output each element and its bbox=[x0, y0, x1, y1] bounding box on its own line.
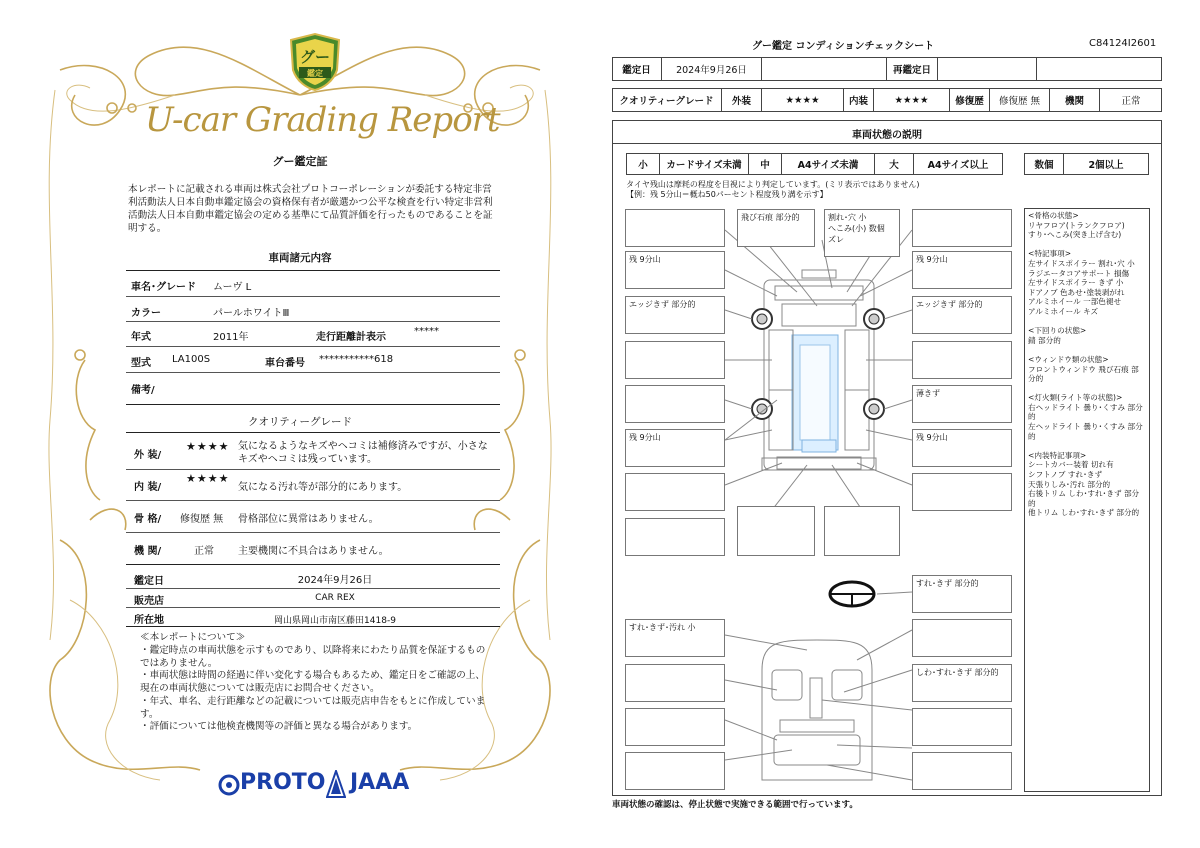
side-note-line: <骨格の状態> bbox=[1028, 211, 1079, 220]
side-note-line bbox=[1028, 317, 1146, 327]
date-label: 鑑定日 bbox=[134, 576, 164, 587]
box-int-right-3 bbox=[912, 752, 1012, 790]
address-label: 所在地 bbox=[134, 615, 164, 626]
box-int-right-2 bbox=[912, 708, 1012, 746]
shop-value: CAR REX bbox=[315, 593, 355, 603]
side-note-line: ラジエータコアサポート 損傷 bbox=[1028, 268, 1130, 278]
box-top-mid2: 割れ･穴 小 へこみ(小) 数個 ズレ bbox=[824, 209, 900, 257]
frame-text: 骨格部位に異常はありません。 bbox=[238, 514, 379, 525]
divider bbox=[126, 588, 500, 589]
box-int-left-1 bbox=[625, 664, 725, 702]
box-bottom-mid1 bbox=[737, 506, 815, 556]
sheet-title: グー鑑定 コンディションチェックシート bbox=[752, 41, 935, 52]
side-note-line: 錆 部分的 bbox=[1028, 335, 1061, 345]
divider bbox=[126, 532, 500, 533]
divider bbox=[1036, 57, 1037, 81]
sheet-date-label: 鑑定日 bbox=[612, 57, 662, 81]
divider bbox=[126, 404, 500, 405]
size-small-desc: カードサイズ未満 bbox=[659, 153, 749, 175]
box-front-left bbox=[625, 209, 725, 247]
certificate-intro: 本レポートに記載される車両は株式会社プロトコーポレーションが委託する特定非営利活動法人日本自動車鑑定協会の資格保有者が厳選かつ公平な検査を行い特定非営利活動法人日本自動車鑑定協会の定める基準にて品質評価を行ったものであることを証明する。 bbox=[128, 184, 493, 234]
box-front-right bbox=[912, 209, 1012, 247]
engine-text: 主要機関に不具合はありません。 bbox=[238, 546, 389, 557]
note-item: ・車両状態は時間の経過に伴い変化する場合もあるため、鑑定日をご確認の上、現在の車両状態については販売店にお問合せください。 bbox=[140, 670, 485, 694]
box-top-mid1: 飛び石痕 部分的 bbox=[737, 209, 815, 247]
tire-example: 【例：残 5分山＝概ね50パーセント程度残り溝を示す】 bbox=[626, 190, 828, 199]
box-int-left-2 bbox=[625, 708, 725, 746]
engine-value: 正常 bbox=[194, 546, 214, 557]
note-item: ・評価については他検査機関等の評価と異なる場合があります。 bbox=[140, 721, 418, 732]
box-right-edge: エッジきず 部分的 bbox=[912, 296, 1012, 334]
box-left-4 bbox=[625, 518, 725, 556]
exterior-stars: ★★★★ bbox=[186, 440, 230, 453]
side-note-line: アルミホイール 一部色褪せ bbox=[1028, 297, 1122, 307]
side-note-line: フロントウィンドウ 飛び石痕 部分的 bbox=[1028, 364, 1139, 384]
remarks-label: 備考/ bbox=[131, 385, 155, 396]
box-left-3 bbox=[625, 473, 725, 511]
note-item: ・年式、車名、走行距離などの記載については販売店申告をもとに作成しています。 bbox=[140, 696, 486, 720]
box-int-left-3 bbox=[625, 752, 725, 790]
box-left-1 bbox=[625, 341, 725, 379]
mileage-label: 走行距離計表示 bbox=[316, 332, 386, 343]
side-note-line: アルミホイール キズ bbox=[1028, 306, 1099, 316]
chassis-value: ***********618 bbox=[319, 354, 394, 365]
side-note-line: <下回りの状態> bbox=[1028, 326, 1087, 336]
box-right-thin: 薄きず bbox=[912, 385, 1012, 423]
goo-kantei-logo bbox=[287, 32, 343, 92]
side-note-line bbox=[1028, 240, 1146, 250]
side-note-line bbox=[1028, 384, 1146, 394]
size-mid: 中 bbox=[748, 153, 782, 175]
rep-label: 修復歴 bbox=[950, 88, 990, 112]
interior-text: 気になる汚れ等が部分的にあります。 bbox=[238, 482, 408, 493]
box-left-tire-rear: 残 9分山 bbox=[625, 429, 725, 467]
box-seat-right: しわ･すれ･きず 部分的 bbox=[912, 664, 1012, 702]
proto-logo-icon bbox=[218, 774, 240, 796]
shield-icon bbox=[287, 32, 343, 92]
engine-label: 機 関/ bbox=[134, 546, 162, 557]
divider bbox=[126, 296, 500, 297]
side-note-line: すり･へこみ(突き上げ含む) bbox=[1028, 230, 1122, 240]
box-seat-left: すれ･きず･汚れ 小 bbox=[625, 619, 725, 657]
int-label: 内装 bbox=[844, 88, 874, 112]
box-right-tire-front: 残 9分山 bbox=[912, 251, 1012, 289]
size-small: 小 bbox=[626, 153, 660, 175]
sheet-code: C84124I2601 bbox=[1089, 38, 1157, 49]
divider bbox=[126, 564, 500, 565]
interior-stars: ★★★★ bbox=[186, 472, 230, 485]
side-notes-panel bbox=[1024, 208, 1150, 792]
exterior-text: 気になるようなキズやヘコミは補修済みですが、小さなキズやヘコミは残っています。 bbox=[238, 441, 488, 465]
ext-label: 外装 bbox=[722, 88, 762, 112]
ext-stars: ★★★★ bbox=[762, 88, 844, 112]
redate-label: 再鑑定日 bbox=[886, 57, 938, 81]
size-mid-desc: A4サイズ未満 bbox=[781, 153, 875, 175]
model-value: LA100S bbox=[172, 354, 211, 365]
size-large: 大 bbox=[874, 153, 914, 175]
certificate-heading: グー鑑定証 bbox=[272, 155, 328, 168]
qg-label: クオリティーグレード bbox=[612, 88, 722, 112]
date-value: 2024年9月26日 bbox=[297, 575, 373, 586]
int-stars: ★★★★ bbox=[874, 88, 950, 112]
address-value: 岡山県岡山市南区藤田1418-9 bbox=[274, 616, 396, 626]
size-count: 数個 bbox=[1024, 153, 1064, 175]
sheet-date-value: 2024年9月26日 bbox=[662, 57, 762, 81]
divider bbox=[126, 469, 500, 470]
divider bbox=[126, 607, 500, 608]
divider bbox=[126, 270, 500, 271]
divider bbox=[126, 500, 500, 501]
side-note-line: ドアノブ 色あせ･塗装剥がれ bbox=[1028, 287, 1125, 297]
divider bbox=[126, 321, 500, 322]
state-title: 車両状態の説明 bbox=[852, 130, 922, 141]
box-right-1 bbox=[912, 341, 1012, 379]
proto-brand: PROTO bbox=[240, 770, 326, 795]
quality-title: クオリティーグレード bbox=[248, 416, 352, 428]
report-title: U-car Grading Report bbox=[145, 100, 500, 140]
rep-value: 修復歴 無 bbox=[990, 88, 1050, 112]
size-large-desc: A4サイズ以上 bbox=[913, 153, 1003, 175]
divider bbox=[126, 372, 500, 373]
box-left-tire-front: 残 9分山 bbox=[625, 251, 725, 289]
side-note-line: シフトノブ すれ･きず bbox=[1028, 470, 1103, 480]
divider bbox=[126, 626, 500, 627]
side-note-line: 左ヘッドライト 曇り･くすみ 部分的 bbox=[1028, 422, 1143, 441]
frame-label: 骨 格/ bbox=[134, 514, 162, 525]
side-note-line: シートカバー装着 切れ有 bbox=[1028, 460, 1114, 470]
side-note-line: リヤフロア(トランクフロア) bbox=[1028, 220, 1125, 230]
side-note-line: 右後トリム しわ･すれ･きず 部分的 bbox=[1028, 489, 1140, 508]
frame-value: 修復歴 無 bbox=[180, 514, 224, 525]
side-note-line: 右ヘッドライト 曇り･くすみ 部分的 bbox=[1028, 402, 1143, 422]
side-note-line: 他トリム しわ･すれ･きず 部分的 bbox=[1028, 508, 1140, 518]
side-note-line: <ウィンドウ類の状態> bbox=[1028, 354, 1109, 364]
mileage-value: ***** bbox=[414, 326, 439, 337]
year-label: 年式 bbox=[131, 332, 151, 343]
box-right-tire-rear: 残 9分山 bbox=[912, 429, 1012, 467]
car-name-label: 車名･グレード bbox=[131, 282, 196, 293]
jaaa-logo-icon bbox=[326, 770, 346, 798]
tire-note: タイヤ残山は摩耗の程度を目視により判定しています。(ミリ表示ではありません) bbox=[626, 180, 920, 189]
side-note-line bbox=[1028, 345, 1146, 355]
side-notes-list bbox=[1028, 211, 1146, 518]
side-note-line: <灯火類(ライト等の状態)> bbox=[1028, 393, 1123, 403]
chassis-label: 車台番号 bbox=[265, 358, 305, 369]
side-note-line: <特記事項> bbox=[1028, 249, 1072, 259]
size-count-desc: 2個以上 bbox=[1063, 153, 1149, 175]
jaaa-brand: JAAA bbox=[350, 770, 410, 795]
car-name-value: ムーヴ L bbox=[213, 282, 252, 293]
condition-check-sheet bbox=[600, 0, 1200, 848]
divider bbox=[126, 346, 500, 347]
interior-label: 内 装/ bbox=[134, 482, 162, 493]
side-note-line: 天張りしみ･汚れ 部分的 bbox=[1028, 479, 1111, 489]
color-label: カラー bbox=[131, 308, 161, 319]
color-value: パールホワイトⅢ bbox=[213, 308, 290, 319]
side-note-line bbox=[1028, 441, 1146, 451]
svg-text:鑑定: 鑑定 bbox=[307, 69, 323, 78]
eng-value: 正常 bbox=[1121, 96, 1141, 107]
box-right-2 bbox=[912, 473, 1012, 511]
notes-title: ≪本レポートについて≫ bbox=[140, 632, 246, 643]
side-note-line: 左サイドスポイラー きず 小 bbox=[1028, 278, 1124, 288]
svg-text:グー: グー bbox=[299, 48, 331, 66]
box-int-right-1 bbox=[912, 619, 1012, 657]
side-note-line: <内装特記事項> bbox=[1028, 450, 1087, 460]
note-item: ・鑑定時点の車両状態を示すものであり、以降将来にわたり品質を保証するものではありません。 bbox=[140, 645, 486, 669]
box-steering: すれ･きず 部分的 bbox=[912, 575, 1012, 613]
divider bbox=[126, 432, 500, 433]
box-bottom-mid2 bbox=[824, 506, 900, 556]
sheet-footer: 車両状態の確認は、停止状態で実施できる範囲で行っています。 bbox=[612, 800, 858, 810]
side-note-line: 左サイドスポイラー 割れ･穴 小 bbox=[1028, 258, 1135, 268]
box-left-2 bbox=[625, 385, 725, 423]
box-left-edge: エッジきず 部分的 bbox=[625, 296, 725, 334]
specs-title: 車両諸元内容 bbox=[268, 252, 332, 264]
eng-label: 機関 bbox=[1050, 88, 1100, 112]
exterior-label: 外 装/ bbox=[134, 450, 162, 461]
shop-label: 販売店 bbox=[134, 596, 164, 607]
model-label: 型式 bbox=[131, 358, 151, 369]
year-value: 2011年 bbox=[213, 332, 249, 343]
